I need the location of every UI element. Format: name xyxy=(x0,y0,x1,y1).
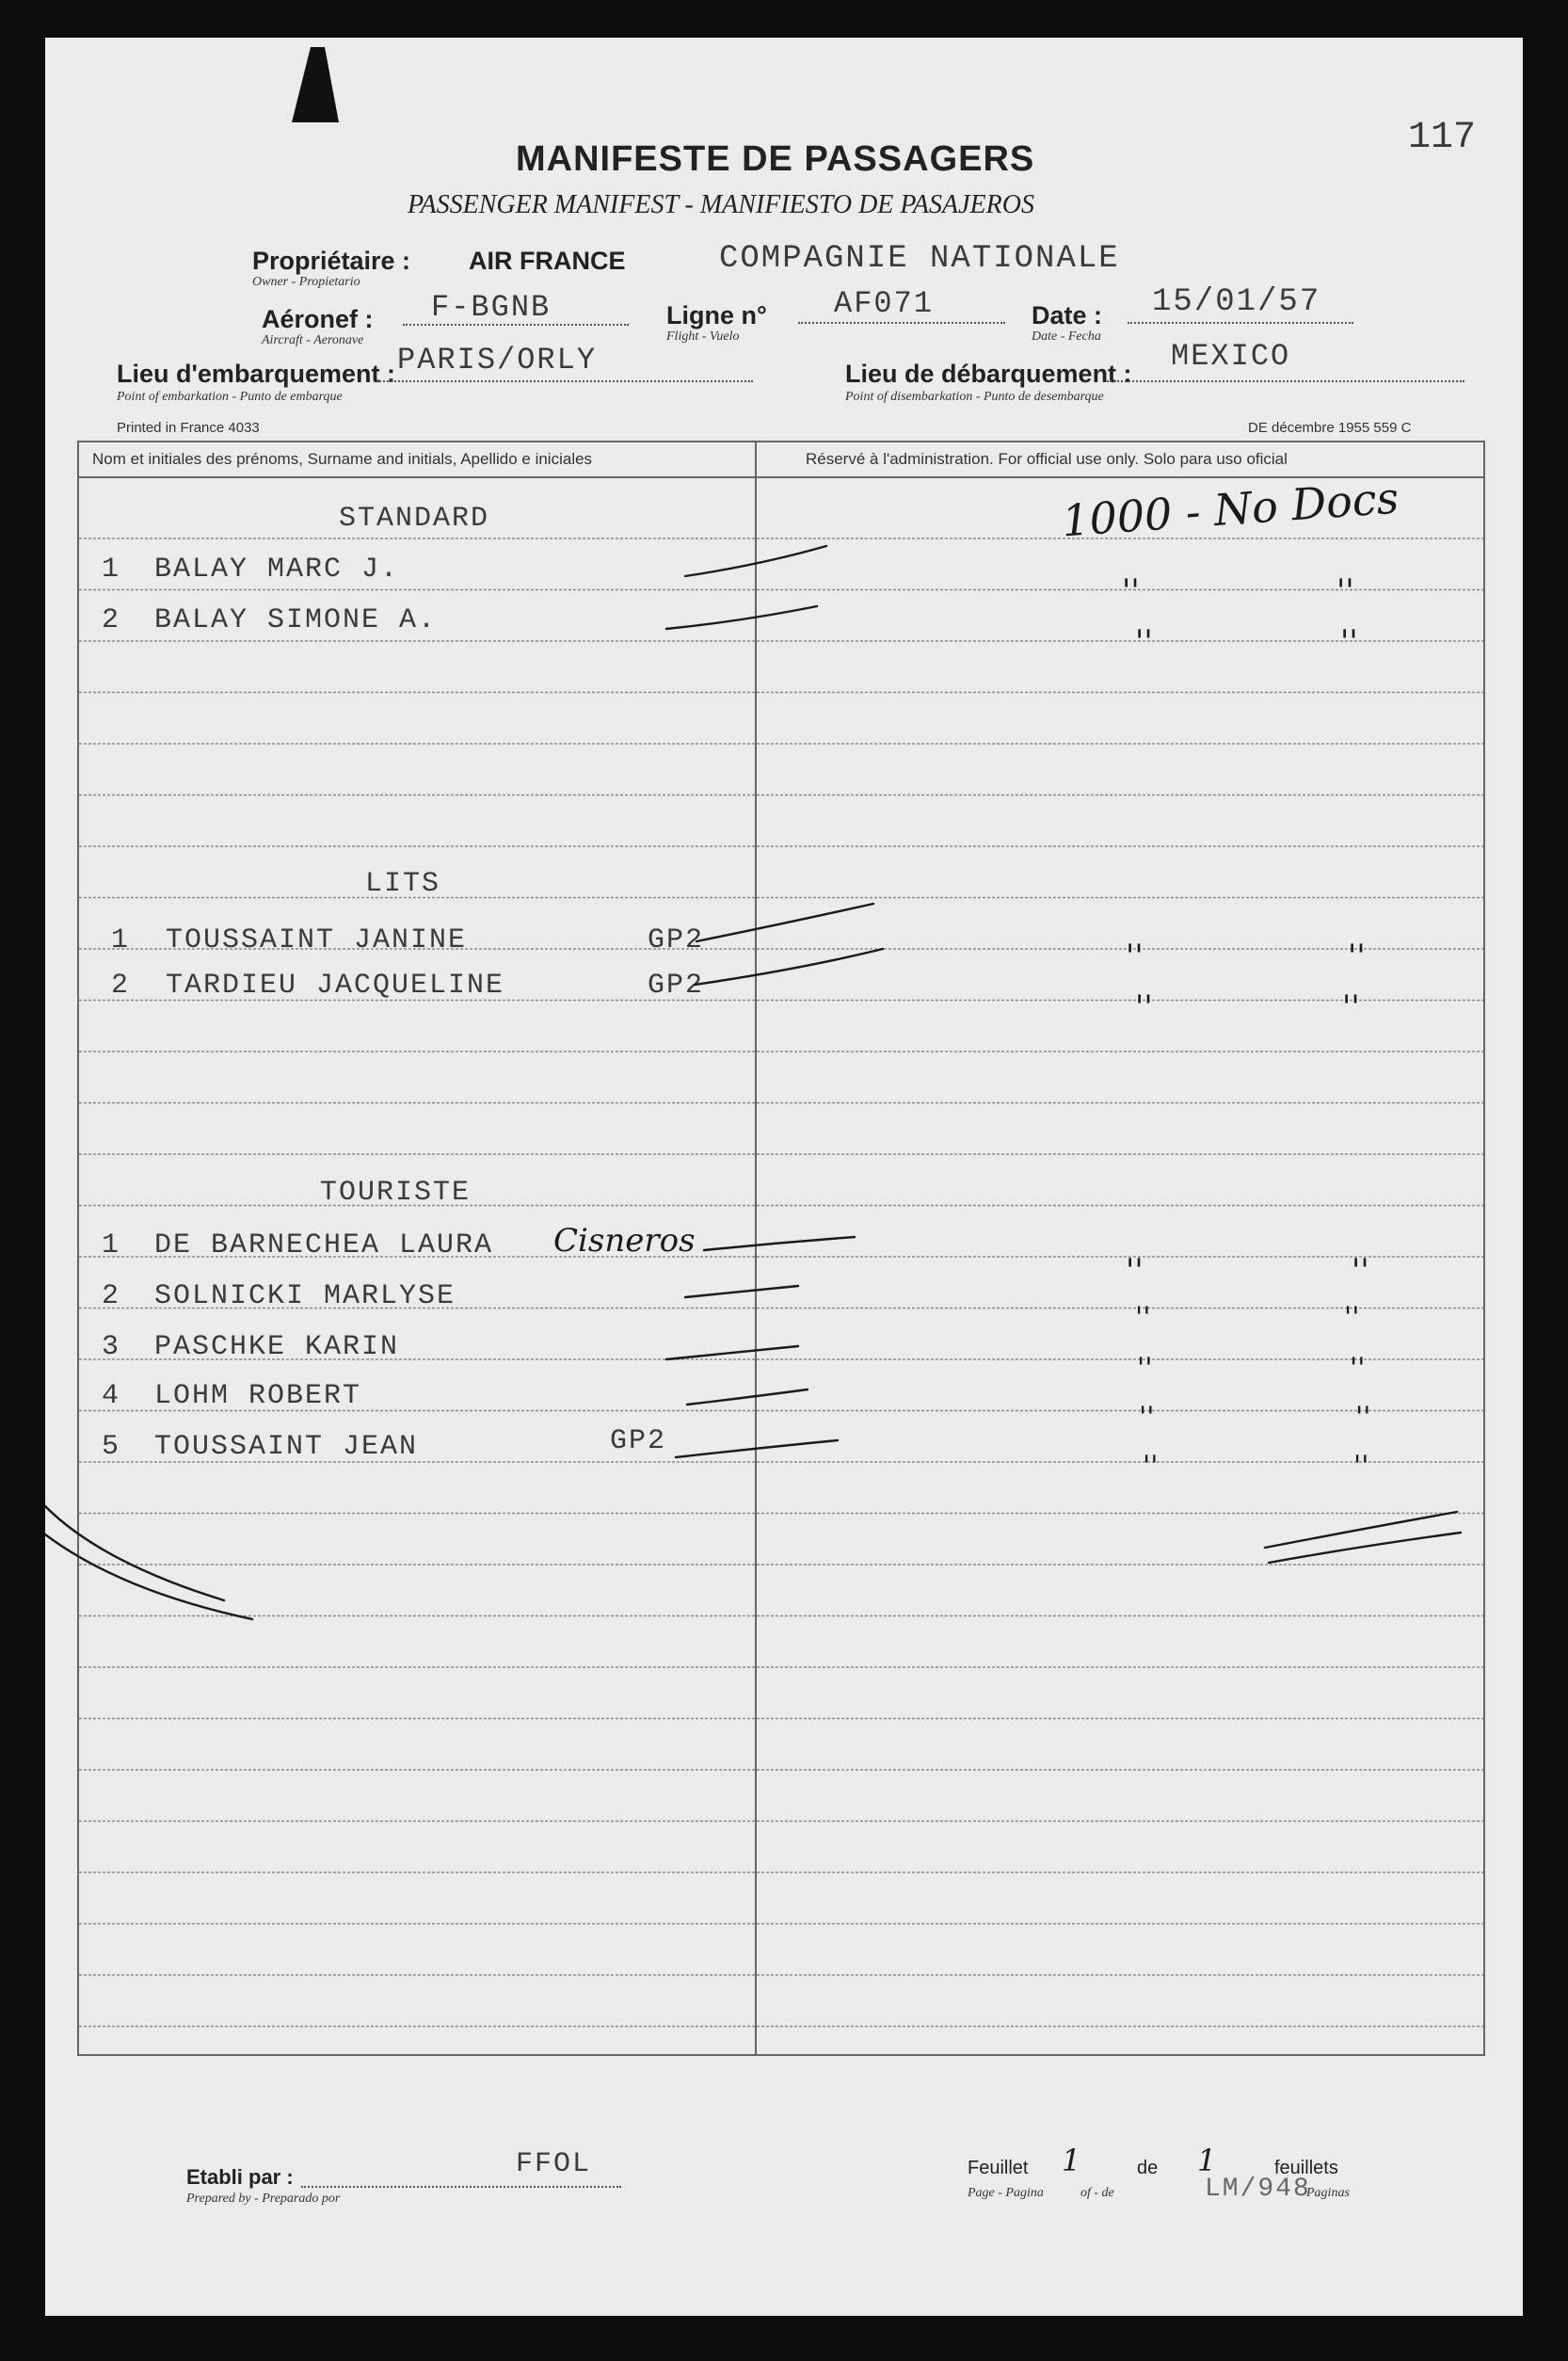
passenger-number: 3 xyxy=(102,1331,121,1363)
ditto-mark: '' xyxy=(1348,938,1366,975)
page-number: 117 xyxy=(1408,117,1477,159)
corner-ink-mark xyxy=(292,47,339,122)
prepared-by-sublabel: Prepared by - Preparado por xyxy=(186,2192,341,2206)
owner-company: AIR FRANCE xyxy=(469,247,626,275)
passenger-code: GP2 xyxy=(648,924,705,956)
flight-underline xyxy=(798,322,1005,324)
owner-typed: COMPAGNIE NATIONALE xyxy=(719,241,1120,277)
prepared-by-value: FFOL xyxy=(516,2148,592,2180)
printed-in-note: Printed in France 4033 xyxy=(117,420,260,436)
date-underline xyxy=(1128,322,1353,324)
disembarkation-sublabel: Point of disembarkation - Punto de desembarque xyxy=(845,390,1104,404)
passenger-name: LOHM ROBERT xyxy=(154,1380,362,1412)
passenger-number: 2 xyxy=(102,1280,121,1312)
of-label: de xyxy=(1137,2158,1159,2178)
flight-sublabel: Flight - Vuelo xyxy=(666,329,740,344)
column-divider xyxy=(755,441,757,2056)
section-touriste: TOURISTE xyxy=(320,1177,472,1209)
aircraft-label: Aéronef : xyxy=(262,305,374,333)
ditto-mark: '' xyxy=(1126,938,1144,975)
passenger-name: BALAY MARC J. xyxy=(154,554,400,586)
passenger-number: 1 xyxy=(102,554,121,586)
column-header-admin: Réservé à l'administration. For official use only. Solo para uso oficial xyxy=(806,450,1288,468)
date-label: Date : xyxy=(1032,301,1103,329)
prepared-by-underline xyxy=(301,2186,621,2188)
ditto-mark: '' xyxy=(1126,1252,1144,1290)
reference-stamp: LM/948 xyxy=(1205,2175,1311,2204)
ditto-mark: '' xyxy=(1344,1301,1360,1334)
embarkation-value: PARIS/ORLY xyxy=(397,343,598,377)
manifest-sheet xyxy=(45,38,1523,2316)
ditto-mark: '' xyxy=(1352,1252,1369,1290)
ditto-mark: '' xyxy=(1350,1352,1366,1385)
aircraft-sublabel: Aircraft - Aeronave xyxy=(262,333,364,347)
ditto-mark: '' xyxy=(1135,623,1153,661)
passenger-number: 5 xyxy=(102,1431,121,1463)
column-header-names: Nom et initiales des prénoms, Surname and initials, Apellido e iniciales xyxy=(92,450,593,468)
of-sublabel: of - de xyxy=(1080,2186,1114,2200)
passenger-name: DE BARNECHEA LAURA xyxy=(154,1229,494,1261)
disembarkation-label: Lieu de débarquement : xyxy=(845,360,1132,388)
date-value: 15/01/57 xyxy=(1152,284,1321,320)
passenger-name: BALAY SIMONE A. xyxy=(154,604,438,636)
ditto-mark: '' xyxy=(1340,623,1358,661)
pages-sublabel: Paginas xyxy=(1306,2186,1350,2200)
aircraft-underline xyxy=(403,324,629,326)
sheet-label: Feuillet xyxy=(968,2158,1029,2178)
section-lits: LITS xyxy=(365,868,441,900)
passenger-number: 2 xyxy=(102,604,121,636)
disembarkation-underline xyxy=(1107,380,1464,382)
passenger-number: 1 xyxy=(111,924,131,956)
header-rule xyxy=(77,476,1485,478)
embarkation-sublabel: Point of embarkation - Punto de embarque xyxy=(117,390,343,404)
ditto-mark: '' xyxy=(1122,572,1140,610)
ditto-mark: '' xyxy=(1336,572,1354,610)
passenger-name: TOUSSAINT JEAN xyxy=(154,1431,419,1463)
ditto-mark: '' xyxy=(1342,988,1360,1026)
passenger-name: SOLNICKI MARLYSE xyxy=(154,1280,456,1312)
ditto-mark: '' xyxy=(1135,1301,1151,1334)
passenger-number: 2 xyxy=(111,970,131,1002)
document-title: MANIFESTE DE PASSAGERS xyxy=(516,139,1035,179)
ditto-mark: '' xyxy=(1143,1450,1159,1483)
ditto-mark: '' xyxy=(1353,1450,1369,1483)
ditto-mark: '' xyxy=(1137,1352,1153,1385)
sheet-value: 1 xyxy=(1062,2143,1081,2178)
aircraft-value: F-BGNB xyxy=(431,290,552,325)
flight-value: AF071 xyxy=(834,286,935,321)
owner-sublabel: Owner - Propietario xyxy=(252,275,360,289)
passenger-name: TARDIEU JACQUELINE xyxy=(166,970,505,1002)
passenger-number: 4 xyxy=(102,1380,121,1412)
sheets-label: feuillets xyxy=(1274,2158,1338,2178)
document-subtitle: PASSENGER MANIFEST - MANIFIESTO DE PASAJEROS xyxy=(408,190,1034,219)
flight-label: Ligne n° xyxy=(666,301,767,329)
passenger-name: PASCHKE KARIN xyxy=(154,1331,400,1363)
embarkation-label: Lieu d'embarquement : xyxy=(117,360,395,388)
section-standard: STANDARD xyxy=(339,503,490,535)
admin-handwritten-note: 1000 - No Docs xyxy=(1060,472,1400,547)
ditto-mark: '' xyxy=(1355,1401,1371,1434)
passenger-code: GP2 xyxy=(610,1425,667,1457)
ditto-mark: '' xyxy=(1135,988,1153,1026)
disembarkation-value: MEXICO xyxy=(1171,339,1291,374)
form-reference: DE décembre 1955 559 C xyxy=(1248,420,1412,436)
prepared-by-label: Etabli par : xyxy=(186,2165,294,2189)
embarkation-underline xyxy=(376,380,753,382)
passenger-code: GP2 xyxy=(648,970,705,1002)
passenger-name: TOUSSAINT JANINE xyxy=(166,924,468,956)
passenger-number: 1 xyxy=(102,1229,121,1261)
owner-label: Propriétaire : xyxy=(252,247,411,275)
passenger-handwritten-note: Cisneros xyxy=(553,1222,696,1260)
date-sublabel: Date - Fecha xyxy=(1032,329,1101,344)
page-sublabel: Page - Pagina xyxy=(968,2186,1044,2200)
of-value: 1 xyxy=(1197,2143,1217,2178)
ditto-mark: '' xyxy=(1139,1401,1155,1434)
